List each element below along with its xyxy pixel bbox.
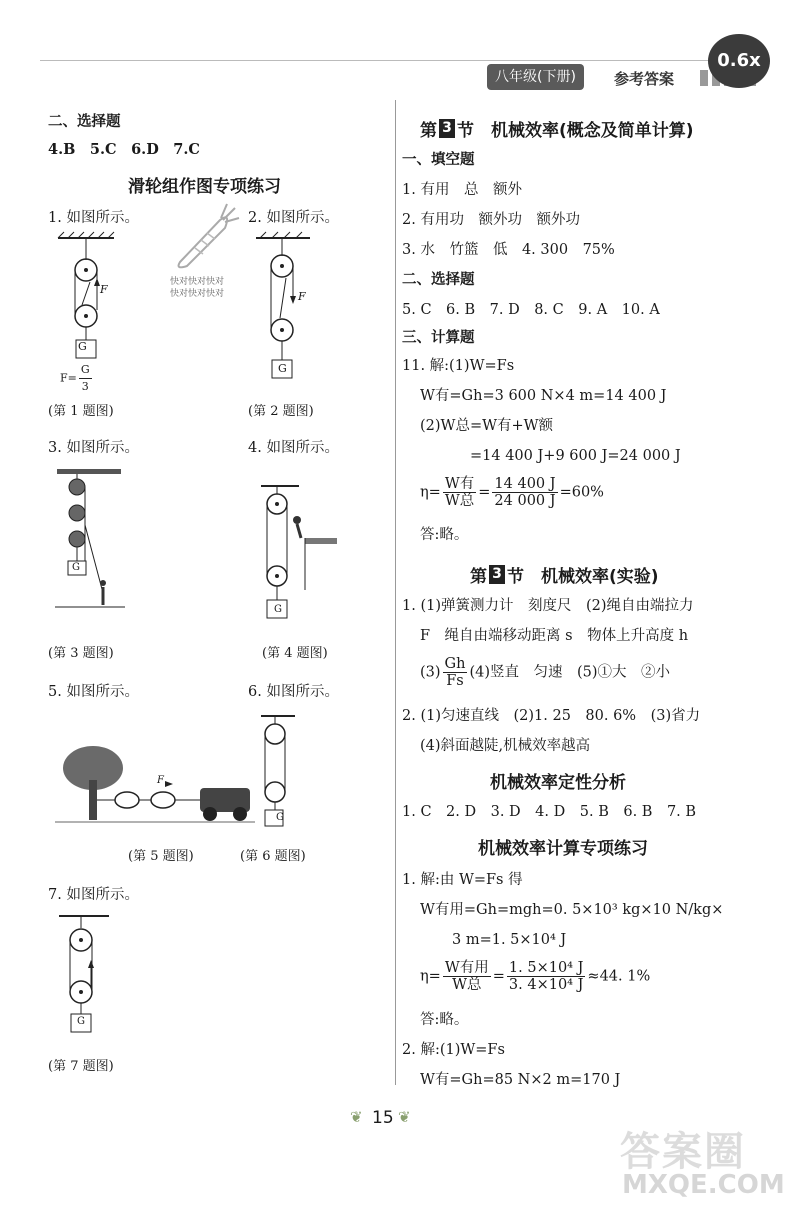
- choice-title: 二、选择题: [48, 113, 121, 130]
- caption-fig4: (第 4 题图): [262, 646, 328, 661]
- fig2-g-label: G: [278, 362, 287, 375]
- answer-label: 参考答案: [614, 70, 675, 88]
- carrot-logo: [165, 200, 245, 270]
- q11-eta-d2: 24 000 J: [494, 493, 556, 509]
- qualitative-title: 机械效率定性分析: [490, 773, 626, 793]
- figure-2: [250, 230, 330, 390]
- c1-line3: 3 m=1. 5×10⁴ J: [452, 932, 567, 948]
- q3-text: 3. 如图所示。: [48, 440, 139, 456]
- fill-1: 1. 有用 总 额外: [402, 182, 522, 198]
- pulley-section-title: 滑轮组作图专项练习: [128, 177, 281, 197]
- calc-title: 三、计算题: [402, 329, 475, 346]
- c1-eta-d1: W总: [452, 977, 482, 993]
- figure-3: [55, 465, 135, 625]
- exp1-3-num: Gh: [444, 656, 466, 672]
- caption-fig2: (第 2 题图): [248, 404, 314, 419]
- fig6-g-label: G: [276, 812, 284, 823]
- q11-eta-res: =60%: [559, 484, 604, 501]
- figure-6: [255, 710, 325, 830]
- q11-eta-n1: W有: [444, 476, 475, 492]
- fig1-f-label: F: [100, 283, 108, 296]
- choice-answers-right: 5. C 6. B 7. D 8. C 9. A 10. A: [402, 302, 660, 318]
- calc-special-title: 机械效率计算专项练习: [478, 839, 648, 859]
- q7-text: 7. 如图所示。: [48, 887, 139, 903]
- c1-line1: 1. 解:由 W=Fs 得: [402, 872, 523, 888]
- q5-text: 5. 如图所示。: [48, 684, 139, 700]
- fig3-g-label: G: [72, 562, 80, 573]
- caption-fig5: (第 5 题图): [128, 849, 194, 864]
- fill-2: 2. 有用功 额外功 额外功: [402, 212, 580, 228]
- sec2-pre: 第: [470, 567, 487, 587]
- top-rule: [40, 60, 760, 61]
- caption-fig1: (第 1 题图): [48, 404, 114, 419]
- q11-eta-d1: W总: [444, 493, 475, 509]
- sec1-post: 节 机械效率(概念及简单计算): [457, 121, 694, 141]
- column-divider: [395, 100, 396, 1085]
- section-efficiency-concept-title: [420, 116, 694, 141]
- exp1-3-den: Fs: [446, 673, 464, 689]
- watermark-url: MXQE.COM: [622, 1170, 785, 1200]
- exp1-3-post: (4)竖直 匀速 (5)①大 ②小: [469, 664, 671, 681]
- c2-line2: W有=Gh=85 N×2 m=170 J: [420, 1072, 621, 1088]
- q11-line3: (2)W总=W有+W额: [420, 418, 554, 434]
- fig4-g-label: G: [274, 604, 282, 615]
- c1-eta-n2: 1. 5×10⁴ J: [508, 960, 584, 976]
- q11-answer: 答:略。: [420, 527, 469, 543]
- exp2-line2: (4)斜面越陡,机械效率越高: [420, 738, 591, 754]
- c2-line1: 2. 解:(1)W=Fs: [402, 1042, 505, 1058]
- q1-text: 1. 如图所示。: [48, 210, 139, 226]
- exp2-line1: 2. (1)匀速直线 (2)1. 25 80. 6% (3)省力: [402, 708, 701, 724]
- grade-label: 八年级(下册): [487, 64, 584, 90]
- fig1-g-label: G: [78, 340, 87, 353]
- figure-7: [55, 910, 135, 1040]
- fig2-f-label: F: [298, 290, 306, 303]
- c1-eta-d2: 3. 4×10⁴ J: [508, 977, 584, 993]
- fill-title: 一、填空题: [402, 151, 475, 168]
- q11-line1: 11. 解:(1)W=Fs: [402, 358, 515, 374]
- figure-4: [255, 480, 345, 630]
- q6-text: 6. 如图所示。: [248, 684, 339, 700]
- q11-line4: =14 400 J+9 600 J=24 000 J: [470, 448, 681, 464]
- c1-eta-res: ≈44. 1%: [587, 968, 651, 985]
- q11-eta-lhs: η=: [420, 484, 441, 501]
- leaf-left-icon: ❦: [350, 1108, 363, 1126]
- sec1-pre: 第: [420, 121, 437, 141]
- c1-eta-n1: W有用: [444, 960, 489, 976]
- fill-3: 3. 水 竹篮 低 4. 300 75%: [402, 242, 615, 258]
- leaf-right-icon: ❦: [398, 1108, 411, 1126]
- section-efficiency-experiment-title: [470, 562, 659, 587]
- sec1-num: 3: [439, 119, 455, 138]
- q11-line2: W有=Gh=3 600 N×4 m=14 400 J: [420, 388, 667, 404]
- fig5-f-label: F: [157, 775, 164, 786]
- choice-title-right: 二、选择题: [402, 271, 475, 288]
- fig1-formula-lhs: F=: [60, 371, 77, 385]
- caption-fig3: (第 3 题图): [48, 646, 114, 661]
- q11-efficiency: η= $\frac{\text{W有}}{\text{W总}}$ = $\frac{14 400 J}{24 000 J}$ =60%: [420, 476, 604, 509]
- fig7-g-label: G: [77, 1016, 85, 1027]
- c1-answer: 答:略。: [420, 1012, 469, 1028]
- q4-text: 4. 如图所示。: [248, 440, 339, 456]
- page-number: 15: [372, 1108, 394, 1128]
- fig1-formula-num: G: [79, 362, 92, 379]
- sec2-num: 3: [489, 565, 505, 584]
- c1-eta-lhs: η=: [420, 968, 441, 985]
- carrot-text-2: 快对快对快对: [170, 289, 225, 299]
- playback-speed-badge[interactable]: 0.6x: [708, 34, 770, 88]
- carrot-text-1: 快对快对快对: [170, 277, 225, 287]
- exp1-line1: 1. (1)弹簧测力计 刻度尺 (2)绳自由端拉力: [402, 598, 694, 614]
- exp1-3-pre: (3): [420, 664, 441, 681]
- c1-efficiency: η= $\frac{\text{W有用}}{\text{W总}}$ = $\frac{\text{1. 5×10⁴ J}}{\text{3. 4×10⁴ J}}$ ≈44. 1%: [420, 960, 651, 993]
- q11-eta-n2: 14 400 J: [494, 476, 556, 492]
- exp1-line3: [420, 656, 670, 689]
- q2-text: 2. 如图所示。: [248, 210, 339, 226]
- caption-fig7: (第 7 题图): [48, 1059, 114, 1074]
- sec2-post: 节 机械效率(实验): [507, 567, 659, 587]
- exp1-line2: F 绳自由端移动距离 s 物体上升高度 h: [420, 628, 689, 644]
- choice-answers: 4.B 5.C 6.D 7.C: [48, 141, 200, 158]
- c1-line2: W有用=Gh=mgh=0. 5×10³ kg×10 N/kg×: [420, 902, 724, 918]
- qualitative-answers: 1. C 2. D 3. D 4. D 5. B 6. B 7. B: [402, 804, 697, 820]
- fig1-formula: [60, 362, 94, 395]
- watermark-logo: 答案圈: [620, 1129, 746, 1175]
- caption-fig6: (第 6 题图): [240, 849, 306, 864]
- fig1-formula-den: 3: [81, 380, 89, 393]
